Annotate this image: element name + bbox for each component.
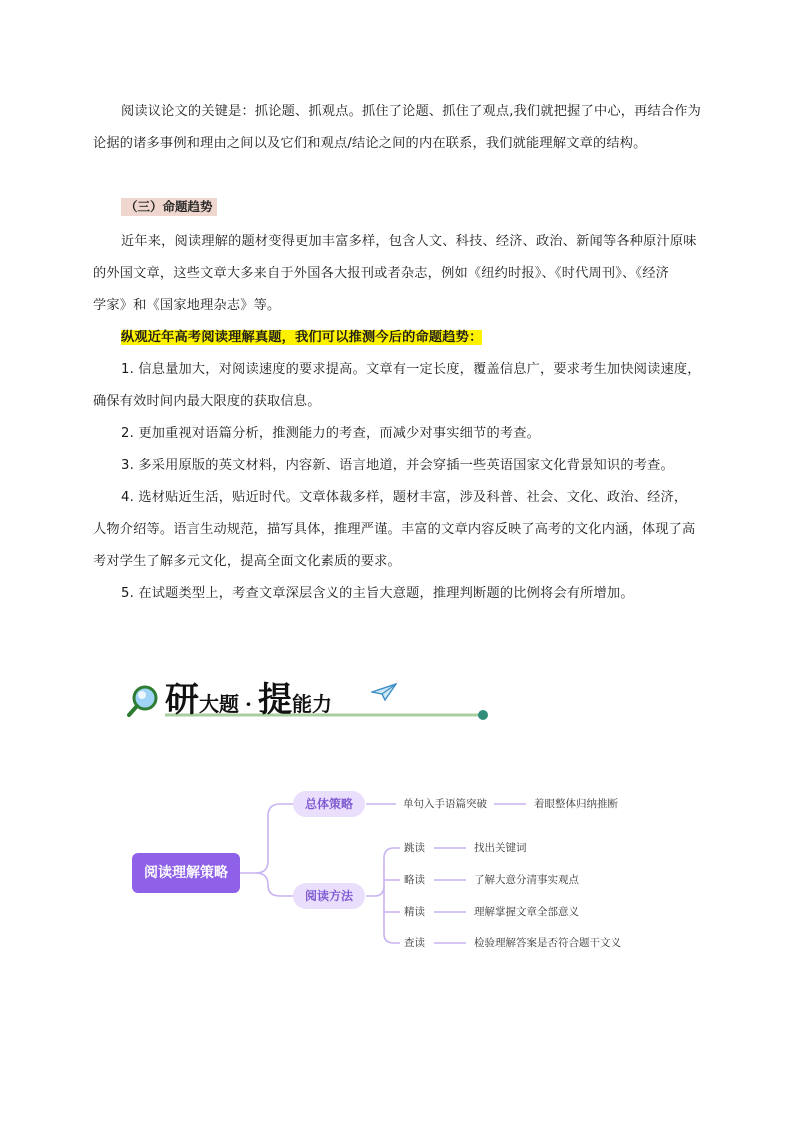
method-name-scan: 查读 xyxy=(404,937,425,949)
trend-item-2: 2. 更加重视对语篇分析，推测能力的考查，而减少对事实细节的考查。 xyxy=(121,426,540,441)
highlight-text: 纵观近年高考阅读理解真题，我们可以推测今后的命题趋势： xyxy=(121,330,483,345)
method-desc: 了解大意分清事实观点 xyxy=(474,874,579,886)
heading-part-1: 大题 xyxy=(199,692,239,716)
trend-item-4-cont: 考对学生了解多元文化，提高全面文化素质的要求。 xyxy=(93,554,401,569)
trend-item-1-cont: 确保有效时间内最大限度的获取信息。 xyxy=(93,394,321,409)
heading-part-2: 能力 xyxy=(291,692,332,716)
paragraph-line: 近年来，阅读理解的题材变得更加丰富多样，包含人文、科技、经济、政治、新闻等各种原汁原味 xyxy=(121,234,697,249)
paragraph-line: 学家》和《国家地理杂志》等。 xyxy=(93,298,281,313)
mindmap-node-overall-strategy: 总体策略 xyxy=(293,791,365,817)
mindmap-node-reading-methods: 阅读方法 xyxy=(293,883,365,909)
mindmap-root-node: 阅读理解策略 xyxy=(132,853,240,893)
paragraph-line: 的外国文章，这些文章大多来自于外国各大报刊或者杂志，例如《纽约时报》、《时代周刊》、《经济 xyxy=(93,266,670,281)
section-tag-trends: （三）命题趋势 xyxy=(121,198,217,216)
heading-dot: · xyxy=(245,692,252,716)
trend-item-5: 5. 在试题类型上，考查文章深层含义的主旨大意题，推理判断题的比例将会有所增加。 xyxy=(121,586,634,601)
paragraph-line: 阅读议论文的关键是：抓论题、抓观点。抓住了论题、抓住了观点,我们就把握了中心，再结合作为 xyxy=(121,104,702,119)
paragraph-line: 论据的诸多事例和理由之间以及它们和观点/结论之间的内在联系，我们就能理解文章的结构。 xyxy=(93,136,647,151)
method-name-skim: 略读 xyxy=(404,874,425,886)
trend-item-3: 3. 多采用原版的英文材料，内容新、语言地道，并会穿插一些英语国家文化背景知识的考查。 xyxy=(121,458,674,473)
overall-step-2: 着眼整体归纳推断 xyxy=(534,798,618,810)
method-name-intensive: 精读 xyxy=(404,906,425,918)
method-desc: 理解掌握文章全部意义 xyxy=(474,906,579,918)
trend-item-1: 1. 信息量加大，对阅读速度的要求提高。文章有一定长度，覆盖信息广，要求考生加快阅读速度， xyxy=(121,362,701,377)
heading-char-1: 研 xyxy=(165,680,199,720)
method-desc: 检验理解答案是否符合题干文义 xyxy=(474,937,621,949)
trend-item-4-cont: 人物介绍等。语言生动规范，描写具体，推理严谨。丰富的文章内容反映了高考的文化内涵，体现了高 xyxy=(93,522,696,537)
trend-item-4: 4. 选材贴近生活，贴近时代。文章体裁多样，题材丰富，涉及科普、社会、文化、政治、经济， xyxy=(121,490,688,505)
overall-step-1: 单句入手语篇突破 xyxy=(403,798,487,810)
heading-char-2: 提 xyxy=(257,680,292,720)
method-desc: 找出关键词 xyxy=(474,842,527,854)
method-name-skim-jump: 跳读 xyxy=(404,842,425,854)
